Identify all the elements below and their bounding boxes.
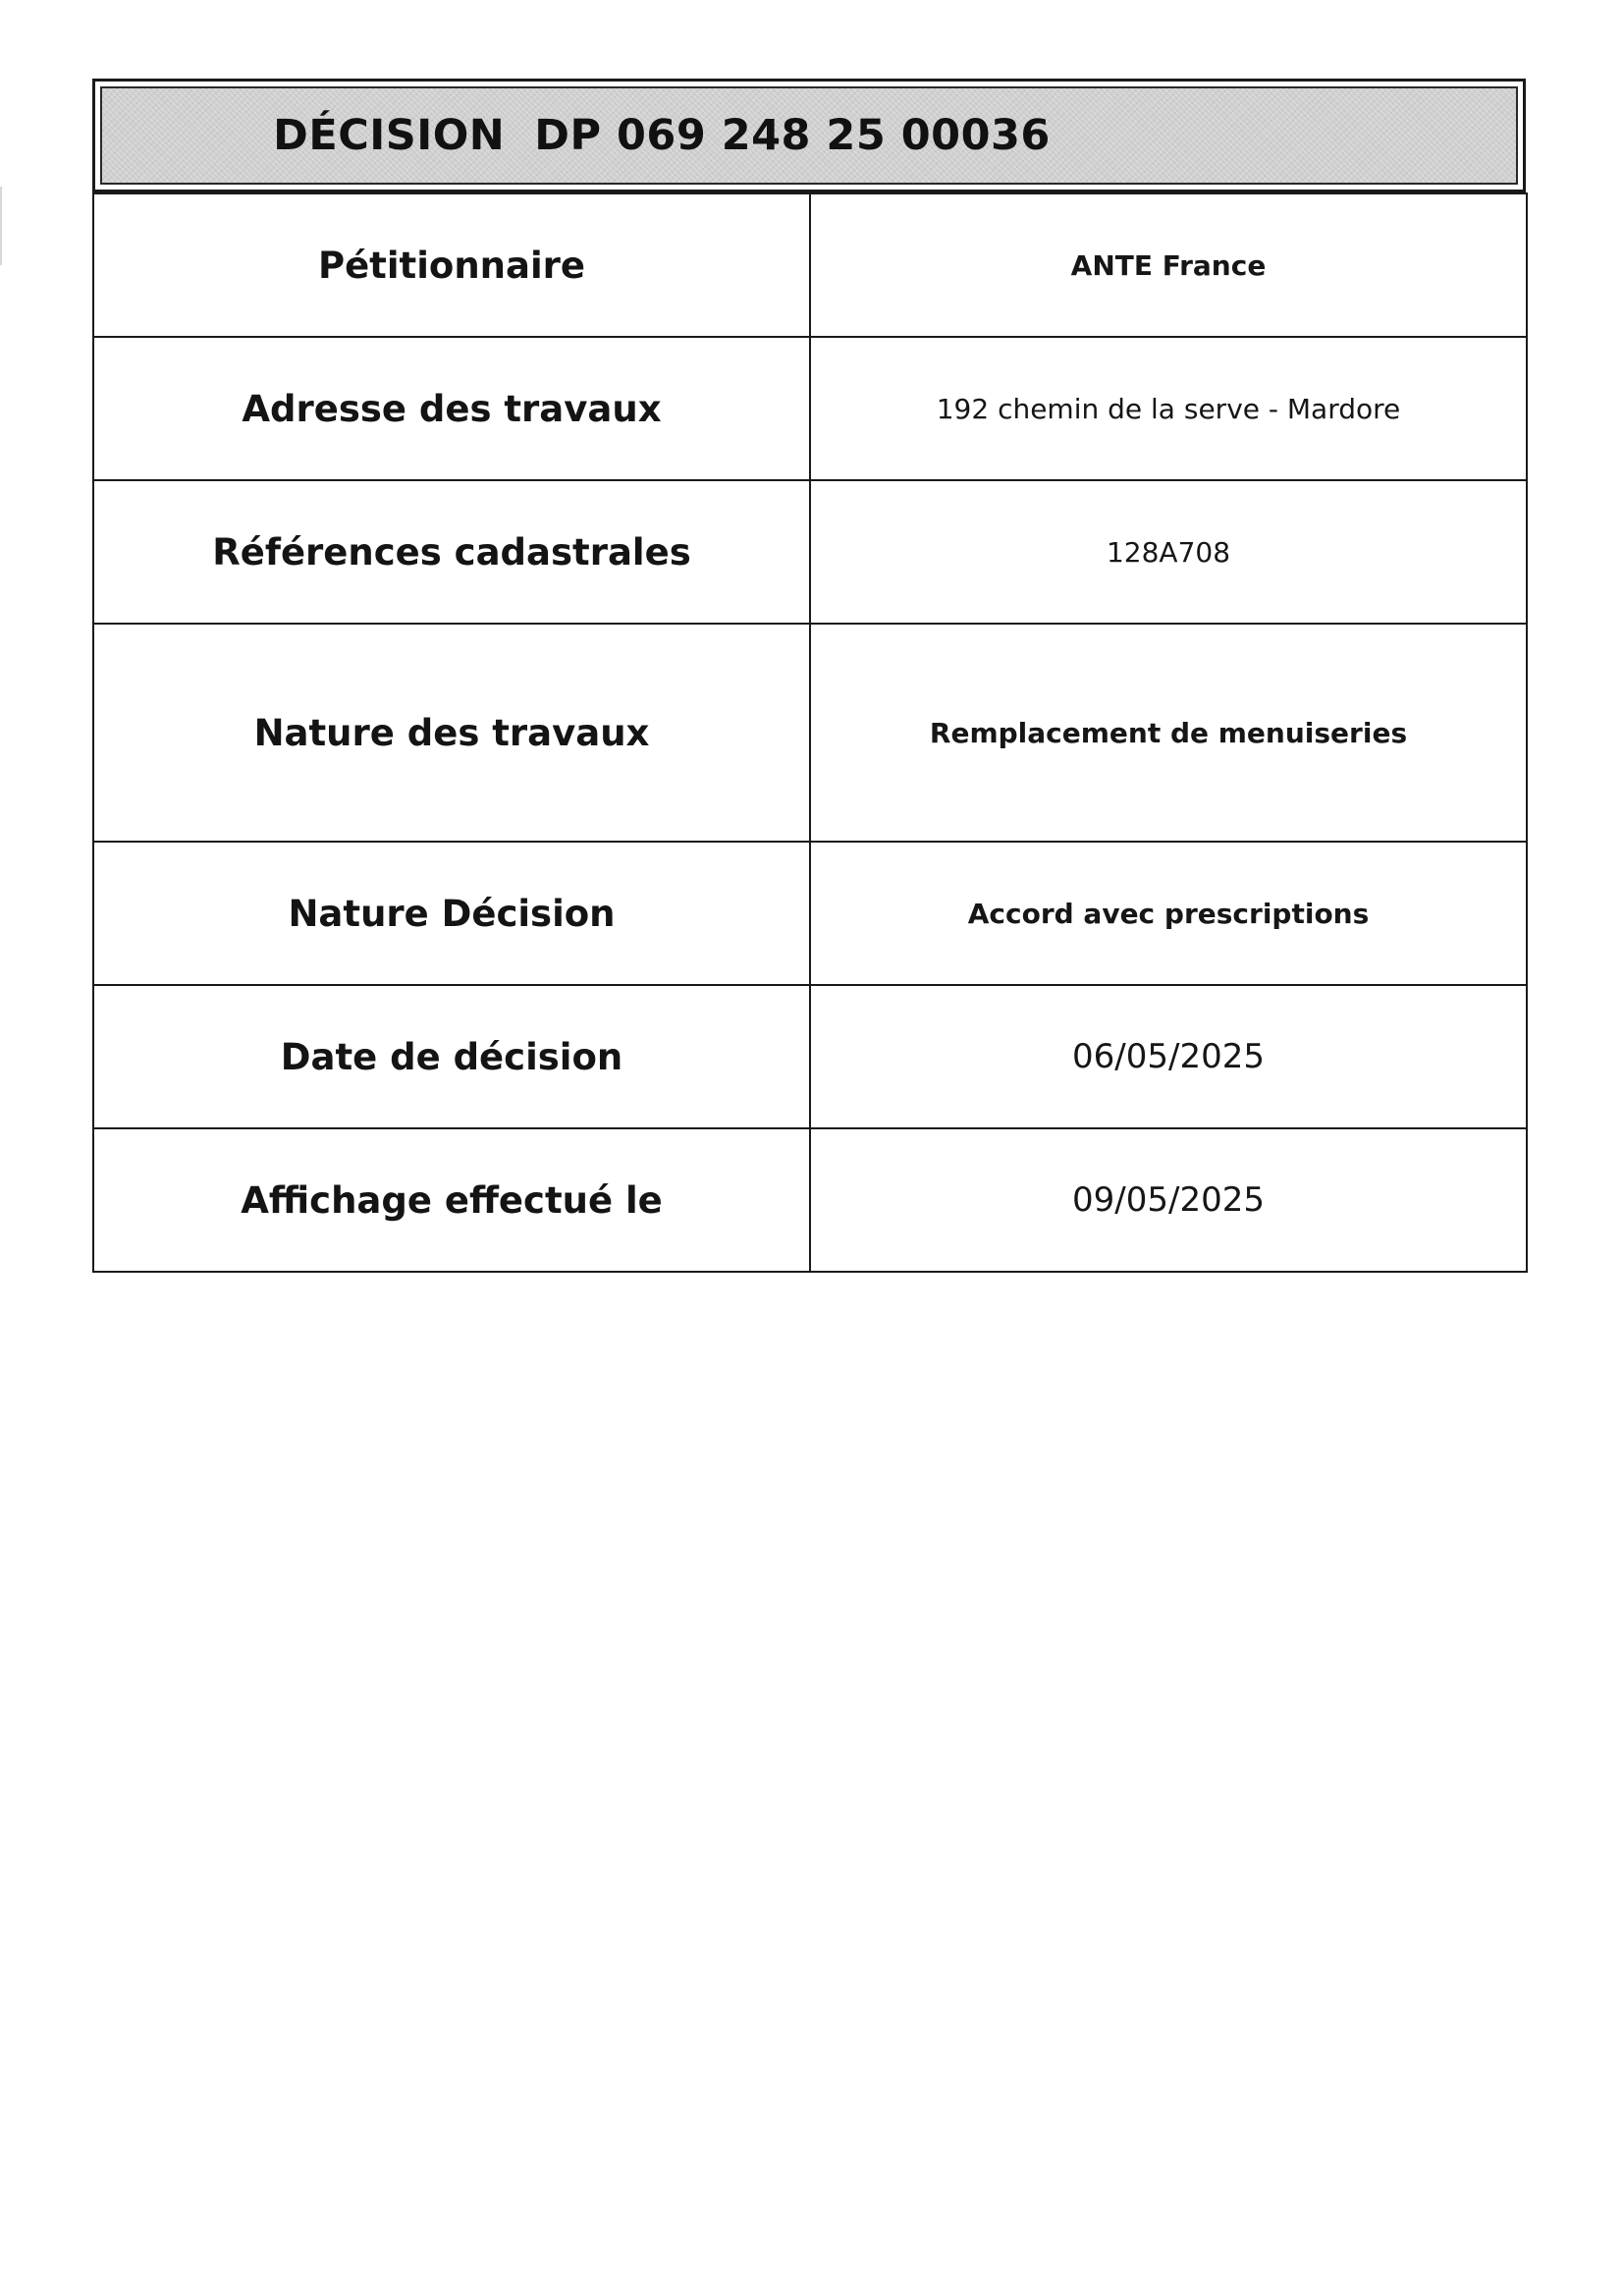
row-affichage <box>93 1128 1527 1272</box>
decision-details-table <box>92 192 1528 1273</box>
references-cadastrales-value: 128A708 <box>810 480 1527 624</box>
row-references-cadastrales <box>93 480 1527 624</box>
nature-decision-value: Accord avec prescriptions <box>810 842 1527 985</box>
row-petitionnaire <box>93 193 1527 337</box>
decision-header <box>92 79 1526 192</box>
petitionnaire-label: Pétitionnaire <box>93 193 810 337</box>
affichage-value: 09/05/2025 <box>810 1128 1527 1272</box>
decision-number: DP 069 248 25 00036 <box>534 111 1051 160</box>
date-decision-value: 06/05/2025 <box>810 985 1527 1128</box>
decision-header-band <box>100 86 1518 185</box>
decision-sheet <box>92 79 1526 1266</box>
nature-travaux-label: Nature des travaux <box>93 624 810 842</box>
row-nature-travaux <box>93 624 1527 842</box>
adresse-travaux-label: Adresse des travaux <box>93 337 810 480</box>
row-date-decision <box>93 985 1527 1128</box>
date-decision-label: Date de décision <box>93 985 810 1128</box>
decision-title-prefix: DÉCISION <box>273 111 506 160</box>
affichage-label: Affichage effectué le <box>93 1128 810 1272</box>
nature-travaux-value: Remplacement de menuiseries <box>810 624 1527 842</box>
adresse-travaux-value: 192 chemin de la serve - Mardore <box>810 337 1527 480</box>
scan-edge-mark <box>0 187 2 265</box>
row-nature-decision <box>93 842 1527 985</box>
petitionnaire-value: ANTE France <box>810 193 1527 337</box>
nature-decision-label: Nature Décision <box>93 842 810 985</box>
decision-title <box>273 111 1051 160</box>
row-adresse-travaux <box>93 337 1527 480</box>
references-cadastrales-label: Références cadastrales <box>93 480 810 624</box>
